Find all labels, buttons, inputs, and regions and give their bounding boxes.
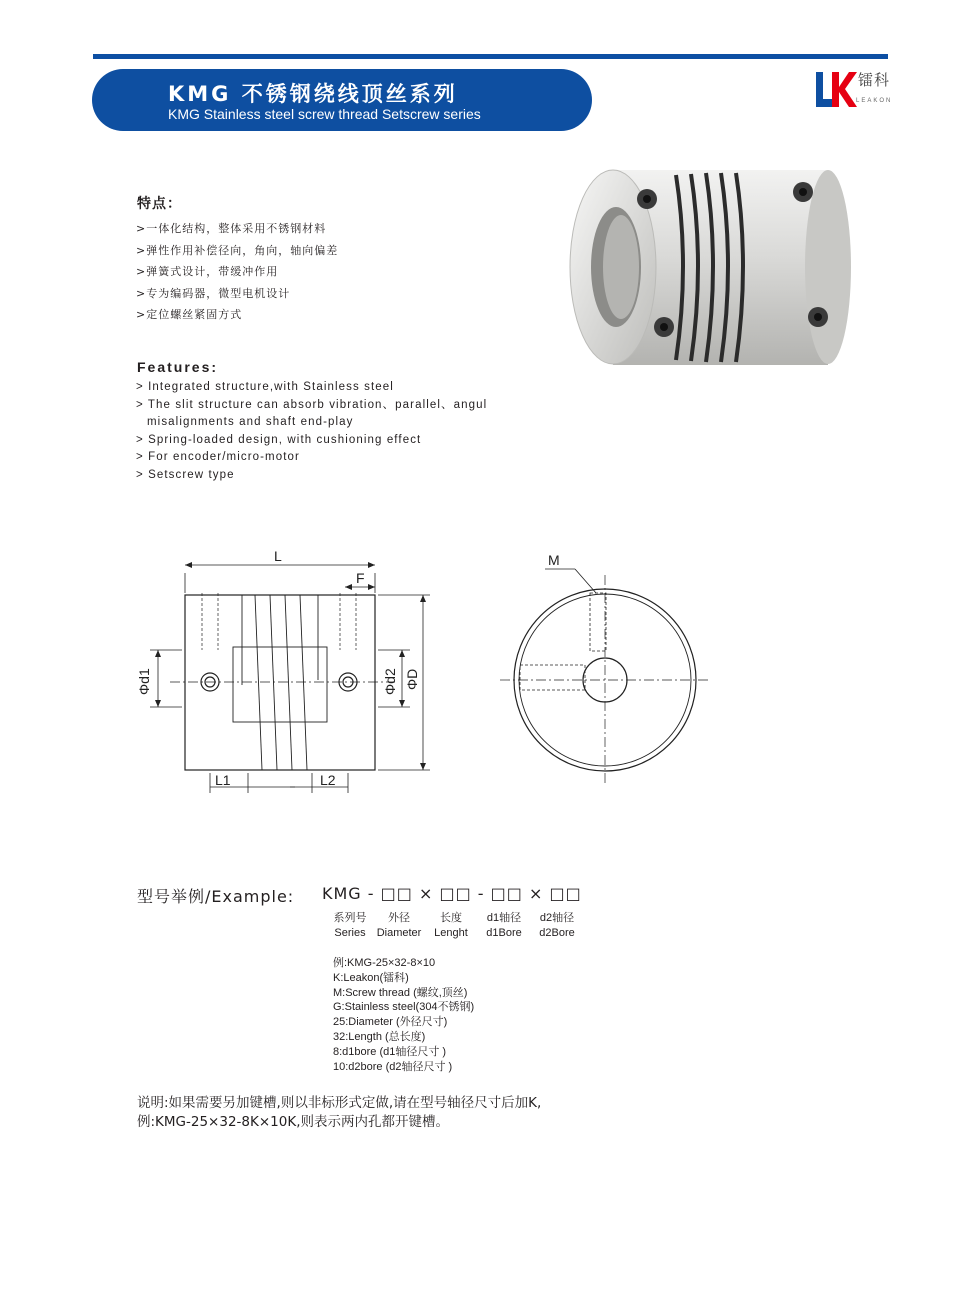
page-title: KMG 不锈钢绕线顶丝系列 [168, 82, 458, 106]
list-item: >弹性作用补偿径向，角向，轴向偏差 [136, 243, 339, 257]
remark [137, 1094, 541, 1132]
list-item: > Setscrew type [136, 468, 235, 481]
caption-diameter: 外径 Diameter [376, 912, 422, 939]
label-d1: Φd1 [136, 668, 152, 695]
list-item: 例:KMG-25×32-8×10 [333, 957, 436, 969]
example-label: 型号举例/Example: [137, 887, 295, 906]
label-M: M [548, 552, 560, 568]
caption-length: 长度 Lenght [434, 912, 468, 939]
label-L1: L1 [215, 772, 231, 788]
features-cn-list [136, 218, 338, 326]
end-view [500, 569, 710, 785]
list-item: misalignments and shaft end-play [147, 416, 354, 429]
page-subtitle: KMG Stainless steel screw thread Setscrew series [168, 106, 481, 122]
features-cn-heading: 特点： [137, 196, 182, 212]
list-item: 10:d2bore (d2轴径尺寸 ) [333, 1060, 453, 1073]
list-item: 32:Length (总长度) [333, 1030, 426, 1043]
brand-en-name: LEAKON [856, 98, 893, 104]
list-item: G:Stainless steel(304不锈钢) [333, 1001, 475, 1014]
remark-line-2: 例:KMG-25×32-8K×10K,则表示两内孔都开键槽。 [137, 1114, 449, 1130]
caption-d1bore: d1轴径 d1Bore [486, 912, 522, 939]
coupling-photo [568, 165, 858, 375]
list-item: > Integrated structure,with Stainless steel [136, 381, 394, 393]
list-item: > The slit structure can absorb vibration、parallel、angul [136, 398, 488, 411]
technical-drawing [130, 535, 710, 795]
label-D: ΦD [404, 668, 420, 690]
top-rule [93, 54, 888, 59]
list-item: 8:d1bore (d1轴径尺寸 ) [333, 1045, 447, 1058]
brand-cn-name: 镭科 [858, 71, 891, 89]
list-item: > For encoder/micro-motor [136, 451, 300, 464]
caption-series: 系列号 Series [333, 912, 367, 939]
caption-d2bore: d2轴径 d2Bore [539, 912, 575, 939]
label-d2: Φd2 [382, 668, 398, 695]
list-item: M:Screw thread (螺纹,顶丝) [333, 986, 468, 999]
list-item: >弹簧式设计，带缓冲作用 [136, 265, 279, 278]
list-item: > Spring-loaded design, with cushioning effect [136, 433, 422, 446]
features-en-heading: Features: [137, 359, 219, 375]
list-item: >专为编码器，微型电机设计 [136, 286, 291, 300]
label-L: L [274, 548, 282, 564]
example-code: KMG - □□ × □□ - □□ × □□ [322, 884, 582, 903]
features-en-list [136, 379, 487, 485]
label-F: F [356, 570, 365, 586]
example-notes [333, 956, 474, 1074]
list-item: >定位螺丝紧固方式 [136, 308, 243, 321]
list-item: 25:Diameter (外径尺寸) [333, 1016, 448, 1029]
list-item: K:Leakon(镭科) [333, 971, 409, 984]
label-L2: L2 [320, 772, 336, 788]
remark-line-1: 说明:如果需要另加键槽,则以非标形式定做,请在型号轴径尺寸后加K, [137, 1095, 542, 1111]
list-item: >一体化结构，整体采用不锈钢材料 [136, 222, 327, 235]
